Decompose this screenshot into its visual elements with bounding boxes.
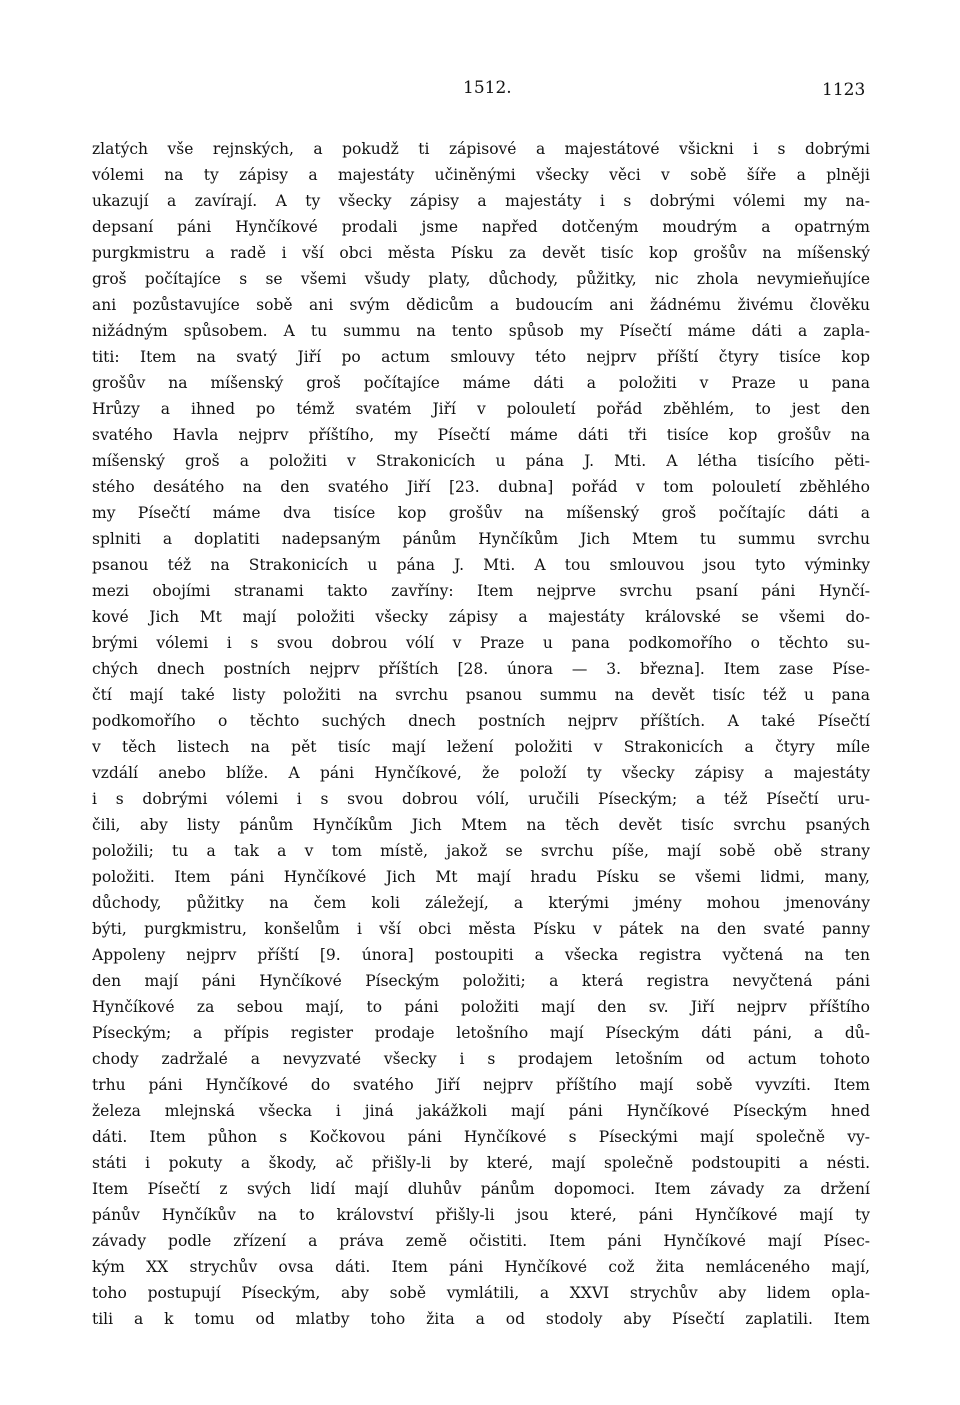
text-line: podkomořího o těchto suchých dnech postních nejprv příštích. A také Písečtí xyxy=(92,712,870,730)
text-line: býti, purgkmistru, konšelům i vší obci města Písku v pátek na den svaté panny xyxy=(92,920,870,938)
text-line: nižádným spůsobem. A tu summu na tento spůsob my Písečtí máme dáti a zapla- xyxy=(92,322,870,340)
text-line: Hynčíkové za sebou mají, to páni položiti mají den sv. Jiří nejprv příštího xyxy=(92,998,870,1016)
text-line: trhu páni Hynčíkové do svatého Jiří nejprv příštího mají sobě vyvzíti. Item xyxy=(92,1076,870,1094)
text-line: čili, aby listy pánům Hynčíkům Jich Mtem na těch devět tisíc svrchu psaných xyxy=(92,816,870,834)
text-line: položiti. Item páni Hynčíkové Jich Mt mají hradu Písku se všemi lidmi, many, xyxy=(92,868,870,886)
body-text xyxy=(92,136,870,1332)
text-line: depsaní páni Hynčíkové prodali jsme napřed dotčeným moudrým a opatrným xyxy=(92,218,870,236)
text-line: ukazují a zavírají. A ty všecky zápisy a majestáty i s dobrými vólemi my na- xyxy=(92,192,870,210)
text-line: my Písečtí máme dva tisíce kop grošův na míšenský groš počítajíc dáti a xyxy=(92,504,870,522)
text-line: důchody, půžitky na čem koli záležejí, a kterými jmény mohou jmenovány xyxy=(92,894,870,912)
text-line: i s dobrými vólemi i s svou dobrou vólí, uručili Píseckým; a též Písečtí uru- xyxy=(92,790,870,808)
text-line: mezi obojími stranami takto zavříny: Item nejprve svrchu psaní páni Hynčí- xyxy=(92,582,870,600)
text-line: kým XX strychův ovsa dáti. Item páni Hynčíkové což žita nemláceného mají, xyxy=(92,1258,870,1276)
text-line: psanou též na Strakonicích u pána J. Mti. A tou smlouvou jsou tyto výminky xyxy=(92,556,870,574)
text-line: pánův Hynčíkův na to království přišly-li jsou které, páni Hynčíkové mají ty xyxy=(92,1206,870,1224)
text-line: toho postupují Píseckým, aby sobě vymlátili, a XXVI strychův aby lidem opla- xyxy=(92,1284,870,1302)
text-line: zlatých vše rejnských, a pokudž ti zápisové a majestátové všickni i s dobrými xyxy=(92,140,870,158)
text-line: kové Jich Mt mají položiti všecky zápisy a majestáty královské se všemi do- xyxy=(92,608,870,626)
text-line: železa mlejnská všecka i jiná jakážkoli mají páni Hynčíkové Píseckým hned xyxy=(92,1102,870,1120)
text-line: stého desátého na den svatého Jiří [23. dubna] pořád v tom polouletí zběhlého xyxy=(92,478,870,496)
text-line: závady podle zřízení a práva země očistiti. Item páni Hynčíkové mají Písec- xyxy=(92,1232,870,1250)
text-line: groš počítajíce s se všemi všudy platy, důchody, půžitky, nic zhola nevymieňujíce xyxy=(92,270,870,288)
text-line: Appoleny nejprv příští [9. února] postoupiti a všecka registra vyčtená na ten xyxy=(92,946,870,964)
text-line: v těch listech na pět tisíc mají ležení položiti v Strakonicích a čtyry míle xyxy=(92,738,870,756)
text-line: grošův na míšenský groš počítajíce máme dáti a položiti v Praze u pana xyxy=(92,374,870,392)
text-line: ani pozůstavujíce sobě ani svým dědicům a budoucím ani žádnému živému člověku xyxy=(92,296,870,314)
text-line: titi: Item na svatý Jiří po actum smlouvy této nejprv příští čtyry tisíce kop xyxy=(92,348,870,366)
text-line: vzdálí anebo blíže. A páni Hynčíkové, že položí ty všecky zápisy a majestáty xyxy=(92,764,870,782)
header-year: 1512. xyxy=(463,78,512,98)
page-header xyxy=(0,70,960,100)
text-line: vólemi na ty zápisy a majestáty učiněnými všecky věci v sobě šíře a plněji xyxy=(92,166,870,184)
text-line: dáti. Item půhon s Kočkovou páni Hynčíkové s Píseckými mají společně vy- xyxy=(92,1128,870,1146)
text-line: tili a k tomu od mlatby toho žita a od stodoly aby Písečtí zaplatili. Item xyxy=(92,1310,870,1328)
text-line: Item Písečtí z svých lidí mají dluhův pánům dopomoci. Item závady za držení xyxy=(92,1180,870,1198)
text-line: purgkmistru a radě i vší obci města Písku za devět tisíc kop grošův na míšenský xyxy=(92,244,870,262)
page-number: 1123 xyxy=(822,80,866,100)
text-line: den mají páni Hynčíkové Píseckým položiti; a která registra nevyčtená páni xyxy=(92,972,870,990)
text-line: Píseckým; a přípis register prodaje letošního mají Píseckým dáti páni, a dů- xyxy=(92,1024,870,1042)
text-line: státi i pokuty a škody, ač přišly-li by které, mají společně podstoupiti a nésti. xyxy=(92,1154,870,1172)
text-line: chody zadržalé a nevyzvaté všecky i s prodajem letošním od actum tohoto xyxy=(92,1050,870,1068)
text-line: míšenský groš a položiti v Strakonicích u pána J. Mti. A létha tisícího pěti- xyxy=(92,452,870,470)
text-line: svatého Havla nejprv příštího, my Písečtí máme dáti tři tisíce kop grošův na xyxy=(92,426,870,444)
text-line: čtí mají také listy položiti na svrchu psanou summu na devět tisíc též u pana xyxy=(92,686,870,704)
text-line: položili; tu a tak a v tom místě, jakož se svrchu píše, mají sobě obě strany xyxy=(92,842,870,860)
text-line: chých dnech postních nejprv příštích [28. února — 3. března]. Item zase Píse- xyxy=(92,660,870,678)
text-line: Hrůzy a ihned po témž svatém Jiří v polouletí pořád zběhlém, to jest den xyxy=(92,400,870,418)
text-line: splniti a doplatiti nadepsaným pánům Hynčíkům Jich Mtem tu summu svrchu xyxy=(92,530,870,548)
text-line: brými vólemi i s svou dobrou vólí v Praze u pana podkomořího o těchto su- xyxy=(92,634,870,652)
